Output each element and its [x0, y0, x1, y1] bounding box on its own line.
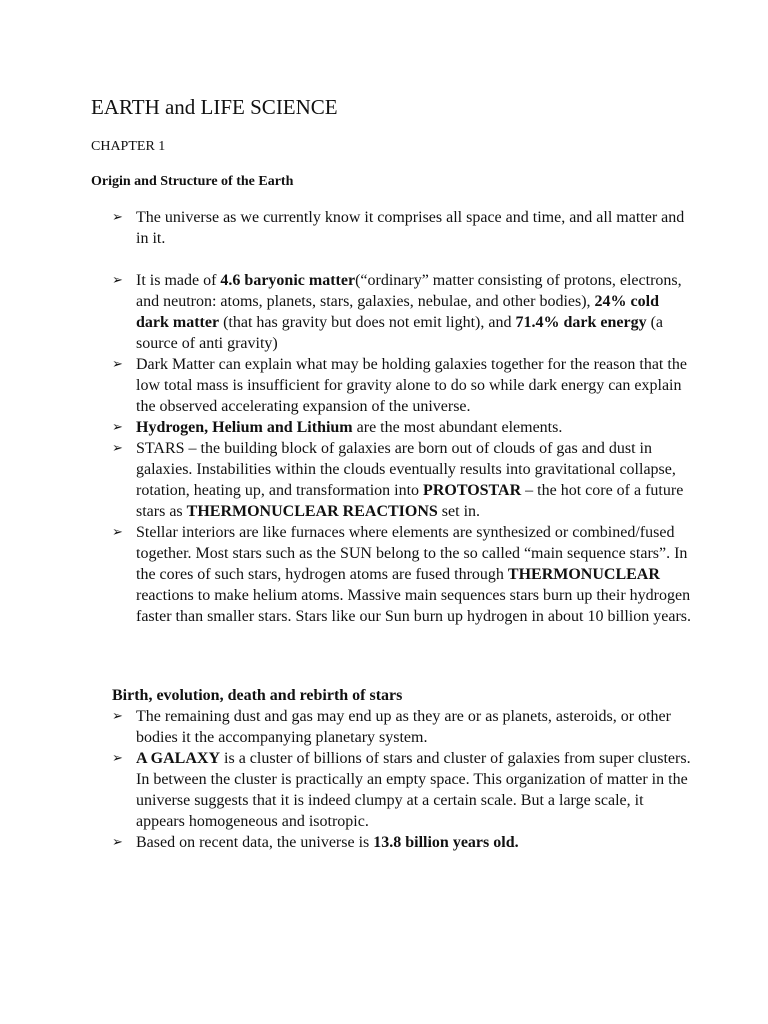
bullet-text: The remaining dust and gas may end up as they are or as planets, asteroids, or other bodies it the accompanying planetary system.	[136, 708, 671, 746]
bullet-item	[112, 270, 692, 354]
bullet-text: (a source of anti gravity)	[136, 314, 664, 352]
arrow-bullet-icon: ➢	[112, 835, 123, 850]
bullet-text: The universe as we currently know it comprises all space and time, and all matter and in it.	[136, 209, 685, 247]
bullet-item	[112, 417, 692, 438]
bullet-emphasis: A GALAXY	[136, 750, 221, 767]
bullet-emphasis: THERMONUCLEAR REACTIONS	[186, 503, 438, 520]
bullet-emphasis: 24% cold dark matter	[136, 293, 659, 331]
arrow-bullet-icon: ➢	[112, 357, 123, 372]
document-title: EARTH and LIFE SCIENCE	[91, 95, 338, 119]
bullet-item	[112, 832, 692, 853]
bullet-item	[112, 748, 692, 832]
section-heading: Birth, evolution, death and rebirth of stars	[112, 687, 403, 704]
arrow-bullet-icon: ➢	[112, 273, 123, 288]
arrow-bullet-icon: ➢	[112, 525, 123, 540]
bullet-item	[112, 706, 692, 748]
bullet-emphasis: Hydrogen, Helium and Lithium	[136, 419, 353, 436]
bullet-emphasis: THERMONUCLEAR	[507, 566, 660, 583]
bullet-item	[112, 207, 692, 249]
bullet-text: is a cluster of billions of stars and cluster of galaxies from super clusters. In between the cluster is practically an empty space. This organization of matter in the universe suggests that it is indeed clumpy at a certain scale. But a large scale, it appears homogeneous and isotropic.	[136, 750, 691, 830]
bullet-text: – the hot core of a future stars as	[136, 482, 684, 520]
bullet-text: set in.	[437, 503, 481, 520]
bullet-text: Based on recent data, the universe is	[136, 834, 374, 851]
arrow-bullet-icon: ➢	[112, 751, 123, 766]
bullet-text: reactions to make helium atoms. Massive main sequences stars burn up their hydrogen faster than smaller stars. Stars like our Sun burn up hydrogen in about 10 billion years.	[136, 587, 692, 625]
arrow-bullet-icon: ➢	[112, 420, 123, 435]
arrow-bullet-icon: ➢	[112, 709, 123, 724]
section-subtitle: Origin and Structure of the Earth	[91, 174, 294, 189]
arrow-bullet-icon: ➢	[112, 210, 123, 225]
bullet-text: (that has gravity but does not emit light), and	[219, 314, 516, 331]
bullet-list-1	[112, 207, 692, 627]
bullet-emphasis: 13.8 billion years old.	[373, 834, 519, 851]
bullet-text: Stellar interiors are like furnaces where elements are synthesized or combined/fused together. Most stars such as the SUN belong to the so called “main sequence stars”. In the cores of such stars, hydrogen atoms are fused through	[136, 524, 688, 583]
bullet-emphasis: 71.4% dark energy	[515, 314, 647, 331]
chapter-label: CHAPTER 1	[91, 139, 166, 154]
bullet-item	[112, 438, 692, 522]
arrow-bullet-icon: ➢	[112, 441, 123, 456]
bullet-text: are the most abundant elements.	[352, 419, 563, 436]
bullet-emphasis: PROTOSTAR	[423, 482, 522, 499]
bullet-emphasis: 4.6 baryonic matter	[220, 272, 356, 289]
bullet-item	[112, 522, 692, 627]
bullet-text: STARS – the building block of galaxies are born out of clouds of gas and dust in galaxies. Instabilities within the clouds eventually results into gravitational collapse, rotation, heating up, and transformation into	[136, 440, 676, 499]
bullet-text: (“ordinary” matter consisting of protons, electrons, and neutron: atoms, planets, stars, galaxies, nebulae, and other bodies),	[136, 272, 682, 310]
bullet-item	[112, 354, 692, 417]
bullet-text: It is made of	[136, 272, 221, 289]
bullet-text: Dark Matter can explain what may be holding galaxies together for the reason that the low total mass is insufficient for gravity alone to do so while dark energy can explain the observed accelerating expansion of the universe.	[136, 356, 687, 415]
bullet-list-2	[112, 706, 692, 853]
